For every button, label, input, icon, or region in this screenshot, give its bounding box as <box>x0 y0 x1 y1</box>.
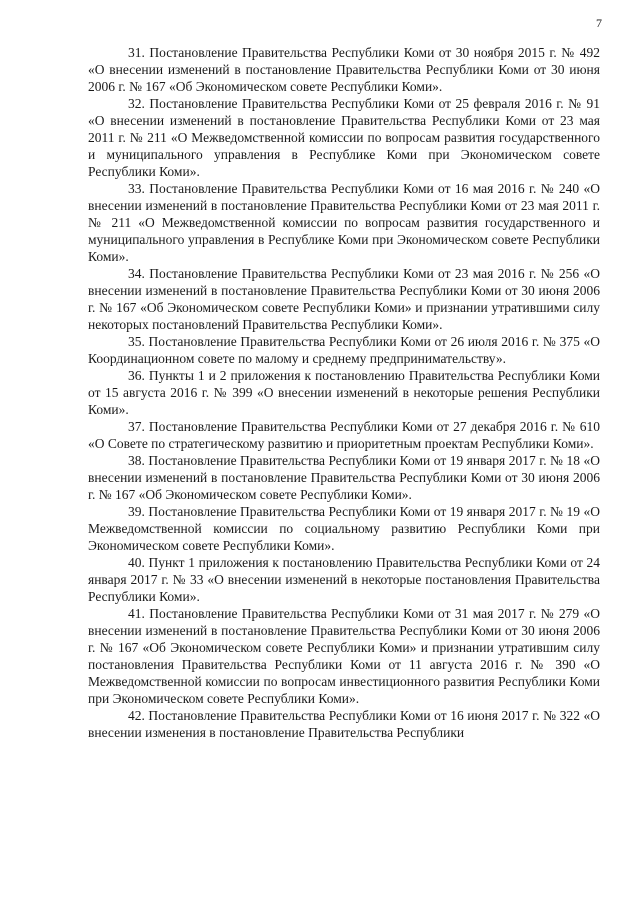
list-item: 41. Постановление Правительства Республики Коми от 31 мая 2017 г. № 279 «О внесении изменений в постановление Правительства Республики Коми от 30 июня 2006 г. № 167 «Об Экономическом совете Республики Коми» и признании утратившим силу постановления Правительства Республики Коми от 11 августа 2016 г. № 390 «О Межведомственной комиссии по вопросам инвестиционного развития Республики Коми при Экономическом совете Республики Коми». <box>88 606 600 706</box>
list-item: 40. Пункт 1 приложения к постановлению Правительства Республики Коми от 24 января 2017 г. № 33 «О внесении изменений в некоторые постановления Правительства Республики Коми». <box>88 555 600 604</box>
list-item: 37. Постановление Правительства Республики Коми от 27 декабря 2016 г. № 610 «О Совете по стратегическому развитию и приоритетным проектам Республики Коми». <box>88 419 600 451</box>
list-item: 42. Постановление Правительства Республики Коми от 16 июня 2017 г. № 322 «О внесении изменения в постановление Правительства Республики <box>88 708 600 740</box>
page-number: 7 <box>596 16 602 30</box>
list-item: 34. Постановление Правительства Республики Коми от 23 мая 2016 г. № 256 «О внесении изменений в постановление Правительства Республики Коми от 30 июня 2006 г. № 167 «Об Экономическом совете Республики Коми» и признании утратившими силу некоторых постановлений Правительства Республики Коми». <box>88 266 600 332</box>
list-item: 35. Постановление Правительства Республики Коми от 26 июля 2016 г. № 375 «О Координационном совете по малому и среднему предпринимательству». <box>88 334 600 366</box>
list-item: 39. Постановление Правительства Республики Коми от 19 января 2017 г. № 19 «О Межведомственной комиссии по социальному развитию Республики Коми при Экономическом совете Республики Коми». <box>88 504 600 553</box>
list-item: 33. Постановление Правительства Республики Коми от 16 мая 2016 г. № 240 «О внесении изменений в постановление Правительства Республики Коми от 23 мая 2011 г. № 211 «О Межведомственной комиссии по вопросам развития государственного и муниципального управления в Республике Коми при Экономическом совете Республики Коми». <box>88 181 600 264</box>
list-item: 36. Пункты 1 и 2 приложения к постановлению Правительства Республики Коми от 15 августа 2016 г. № 399 «О внесении изменений в некоторые решения Республики Коми». <box>88 368 600 417</box>
list-item: 31. Постановление Правительства Республики Коми от 30 ноября 2015 г. № 492 «О внесении изменений в постановление Правительства Республики Коми от 30 июня 2006 г. № 167 «Об Экономическом совете Республики Коми». <box>88 45 600 94</box>
document-body <box>88 44 600 741</box>
list-item: 38. Постановление Правительства Республики Коми от 19 января 2017 г. № 18 «О внесении изменений в постановление Правительства Республики Коми от 30 июня 2006 г. № 167 «Об Экономическом совете Республики Коми». <box>88 453 600 502</box>
list-item: 32. Постановление Правительства Республики Коми от 25 февраля 2016 г. № 91 «О внесении изменений в постановление Правительства Республики Коми от 23 мая 2011 г. № 211 «О Межведомственной комиссии по вопросам развития государственного и муниципального управления в Республике Коми при Экономическом совете Республики Коми». <box>88 96 600 179</box>
